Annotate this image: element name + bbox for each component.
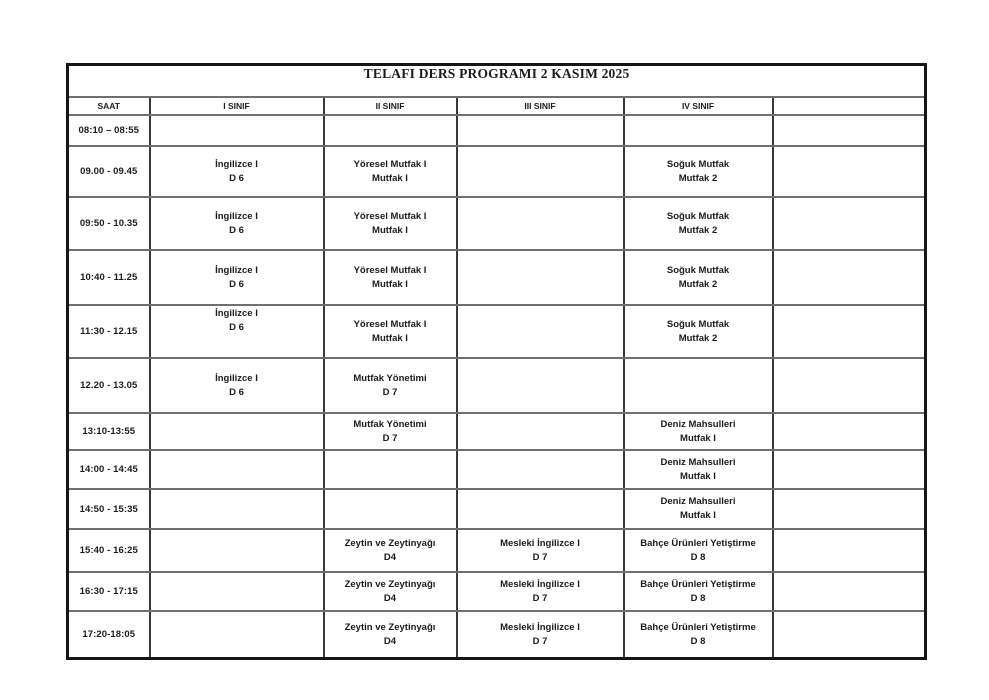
empty-cell — [150, 413, 324, 450]
schedule-table — [66, 63, 927, 660]
time-cell: 11:30 - 12.15 — [68, 305, 150, 358]
lesson-line: D 6 — [229, 278, 244, 290]
lesson-line: Deniz Mahsulleri — [660, 456, 736, 468]
schedule-row — [68, 413, 926, 450]
time-cell: 10:40 - 11.25 — [68, 250, 150, 305]
schedule-row — [68, 197, 926, 250]
schedule-row — [68, 305, 926, 358]
lesson-line: Bahçe Ürünleri Yetiştirme — [640, 578, 756, 590]
lesson-line: Mutfak I — [372, 278, 408, 290]
lesson-cell — [624, 250, 773, 305]
schedule-row — [68, 529, 926, 572]
empty-cell — [324, 450, 457, 489]
empty-cell — [150, 529, 324, 572]
empty-cell — [773, 146, 926, 197]
lesson-line: D4 — [383, 551, 397, 563]
lesson-line: D 6 — [229, 172, 244, 184]
time-cell: 14:50 - 15:35 — [68, 489, 150, 529]
lesson-line: Zeytin ve Zeytinyağı — [344, 578, 436, 590]
lesson-line: Yöresel Mutfak I — [353, 264, 427, 276]
lesson-line: Zeytin ve Zeytinyağı — [344, 621, 436, 633]
lesson-line: Mutfak I — [680, 432, 716, 444]
empty-cell — [150, 572, 324, 611]
lesson-line: D 6 — [229, 321, 244, 333]
lesson-line: Bahçe Ürünleri Yetiştirme — [640, 621, 756, 633]
empty-cell — [457, 305, 624, 358]
empty-cell — [773, 305, 926, 358]
empty-cell — [773, 115, 926, 146]
empty-cell — [773, 489, 926, 529]
lesson-line: Yöresel Mutfak I — [353, 158, 427, 170]
lesson-line: Deniz Mahsulleri — [660, 496, 736, 508]
lesson-cell — [324, 611, 457, 659]
empty-cell — [150, 450, 324, 489]
time-cell: 09.00 - 09.45 — [68, 146, 150, 197]
time-cell: 12.20 - 13.05 — [68, 358, 150, 413]
table-title: TELAFI DERS PROGRAMI 2 KASIM 2025 — [68, 65, 926, 98]
empty-cell — [457, 250, 624, 305]
schedule-table-container — [66, 63, 927, 660]
time-cell: 14:00 - 14:45 — [68, 450, 150, 489]
lesson-line: D 8 — [690, 592, 706, 604]
lesson-line: D 8 — [690, 635, 706, 647]
empty-cell — [624, 115, 773, 146]
lesson-line: Mutfak I — [680, 510, 716, 521]
lesson-line: D 7 — [382, 386, 398, 398]
lesson-line: Mutfak I — [372, 224, 408, 236]
lesson-cell — [324, 250, 457, 305]
lesson-line: İngilizce I — [215, 308, 258, 319]
lesson-line: Deniz Mahsulleri — [660, 418, 736, 430]
empty-cell — [457, 115, 624, 146]
lesson-line: Mesleki İngilizce I — [500, 537, 580, 549]
lesson-cell — [457, 611, 624, 659]
lesson-line: D4 — [383, 635, 397, 647]
lesson-line: D 7 — [532, 635, 548, 647]
lesson-line: D 6 — [229, 224, 244, 236]
schedule-row — [68, 358, 926, 413]
lesson-cell — [150, 250, 324, 305]
column-header-5 — [773, 97, 926, 115]
time-cell: 17:20-18:05 — [68, 611, 150, 659]
lesson-cell — [150, 146, 324, 197]
lesson-line: Mutfak I — [680, 470, 716, 482]
lesson-cell — [624, 197, 773, 250]
empty-cell — [150, 611, 324, 659]
lesson-line: Yöresel Mutfak I — [353, 210, 427, 222]
empty-cell — [324, 115, 457, 146]
lesson-cell — [624, 305, 773, 358]
empty-cell — [773, 611, 926, 659]
lesson-line: Bahçe Ürünleri Yetiştirme — [640, 537, 756, 549]
lesson-line: Mutfak Yönetimi — [353, 418, 427, 430]
lesson-line: Soğuk Mutfak — [666, 264, 730, 276]
lesson-cell — [624, 450, 773, 489]
lesson-cell — [150, 305, 324, 358]
lesson-line: D4 — [383, 592, 397, 604]
time-cell: 13:10-13:55 — [68, 413, 150, 450]
lesson-line: Soğuk Mutfak — [666, 318, 730, 330]
column-header-0: SAAT — [68, 97, 150, 115]
lesson-line: Mutfak Yönetimi — [353, 372, 427, 384]
lesson-line: Yöresel Mutfak I — [353, 318, 427, 330]
lesson-line: Mutfak 2 — [678, 224, 718, 236]
empty-cell — [773, 250, 926, 305]
lesson-cell — [324, 358, 457, 413]
lesson-cell — [624, 529, 773, 572]
lesson-line: D 8 — [690, 551, 706, 563]
lesson-line: Soğuk Mutfak — [666, 210, 730, 222]
lesson-line: Mutfak I — [372, 172, 408, 184]
lesson-cell — [624, 611, 773, 659]
title-row — [68, 65, 926, 98]
schedule-row — [68, 146, 926, 197]
time-cell: 15:40 - 16:25 — [68, 529, 150, 572]
empty-cell — [624, 358, 773, 413]
schedule-row — [68, 611, 926, 659]
lesson-line: Mutfak I — [372, 332, 408, 344]
time-cell: 08:10 – 08:55 — [68, 115, 150, 146]
lesson-line: Mesleki İngilizce I — [500, 621, 580, 633]
empty-cell — [773, 572, 926, 611]
lesson-cell — [457, 529, 624, 572]
column-header-3: III SINIF — [457, 97, 624, 115]
lesson-cell — [624, 413, 773, 450]
empty-cell — [457, 413, 624, 450]
lesson-line: D 7 — [382, 432, 398, 444]
lesson-cell — [624, 146, 773, 197]
lesson-cell — [457, 572, 624, 611]
lesson-cell — [150, 358, 324, 413]
schedule-row — [68, 250, 926, 305]
schedule-body — [68, 65, 926, 659]
lesson-line: Mutfak 2 — [678, 278, 718, 290]
lesson-line: Mesleki İngilizce I — [500, 578, 580, 590]
empty-cell — [773, 413, 926, 450]
header-row — [68, 97, 926, 115]
empty-cell — [773, 358, 926, 413]
empty-cell — [150, 489, 324, 529]
lesson-cell — [624, 489, 773, 529]
lesson-line: İngilizce I — [215, 158, 258, 170]
column-header-4: IV SINIF — [624, 97, 773, 115]
empty-cell — [150, 115, 324, 146]
empty-cell — [457, 489, 624, 529]
empty-cell — [457, 358, 624, 413]
column-header-2: II SINIF — [324, 97, 457, 115]
schedule-row — [68, 450, 926, 489]
schedule-row — [68, 572, 926, 611]
empty-cell — [457, 197, 624, 250]
lesson-line: Mutfak 2 — [678, 172, 718, 184]
lesson-cell — [324, 146, 457, 197]
empty-cell — [773, 197, 926, 250]
lesson-cell — [324, 305, 457, 358]
empty-cell — [773, 529, 926, 572]
lesson-line: D 7 — [532, 551, 548, 563]
lesson-line: İngilizce I — [215, 264, 258, 276]
lesson-line: Mutfak 2 — [678, 332, 718, 344]
lesson-line: D 7 — [532, 592, 548, 604]
time-cell: 09:50 - 10.35 — [68, 197, 150, 250]
lesson-cell — [324, 197, 457, 250]
lesson-line: İngilizce I — [215, 210, 258, 222]
empty-cell — [324, 489, 457, 529]
lesson-cell — [324, 413, 457, 450]
lesson-cell — [624, 572, 773, 611]
lesson-line: Zeytin ve Zeytinyağı — [344, 537, 436, 549]
schedule-row — [68, 489, 926, 529]
empty-cell — [457, 146, 624, 197]
empty-cell — [457, 450, 624, 489]
lesson-line: Soğuk Mutfak — [666, 158, 730, 170]
lesson-line: D 6 — [229, 386, 244, 398]
lesson-cell — [150, 197, 324, 250]
schedule-row — [68, 115, 926, 146]
lesson-cell — [324, 572, 457, 611]
empty-cell — [773, 450, 926, 489]
lesson-cell — [324, 529, 457, 572]
lesson-line: İngilizce I — [215, 372, 258, 384]
time-cell: 16:30 - 17:15 — [68, 572, 150, 611]
column-header-1: I SINIF — [150, 97, 324, 115]
